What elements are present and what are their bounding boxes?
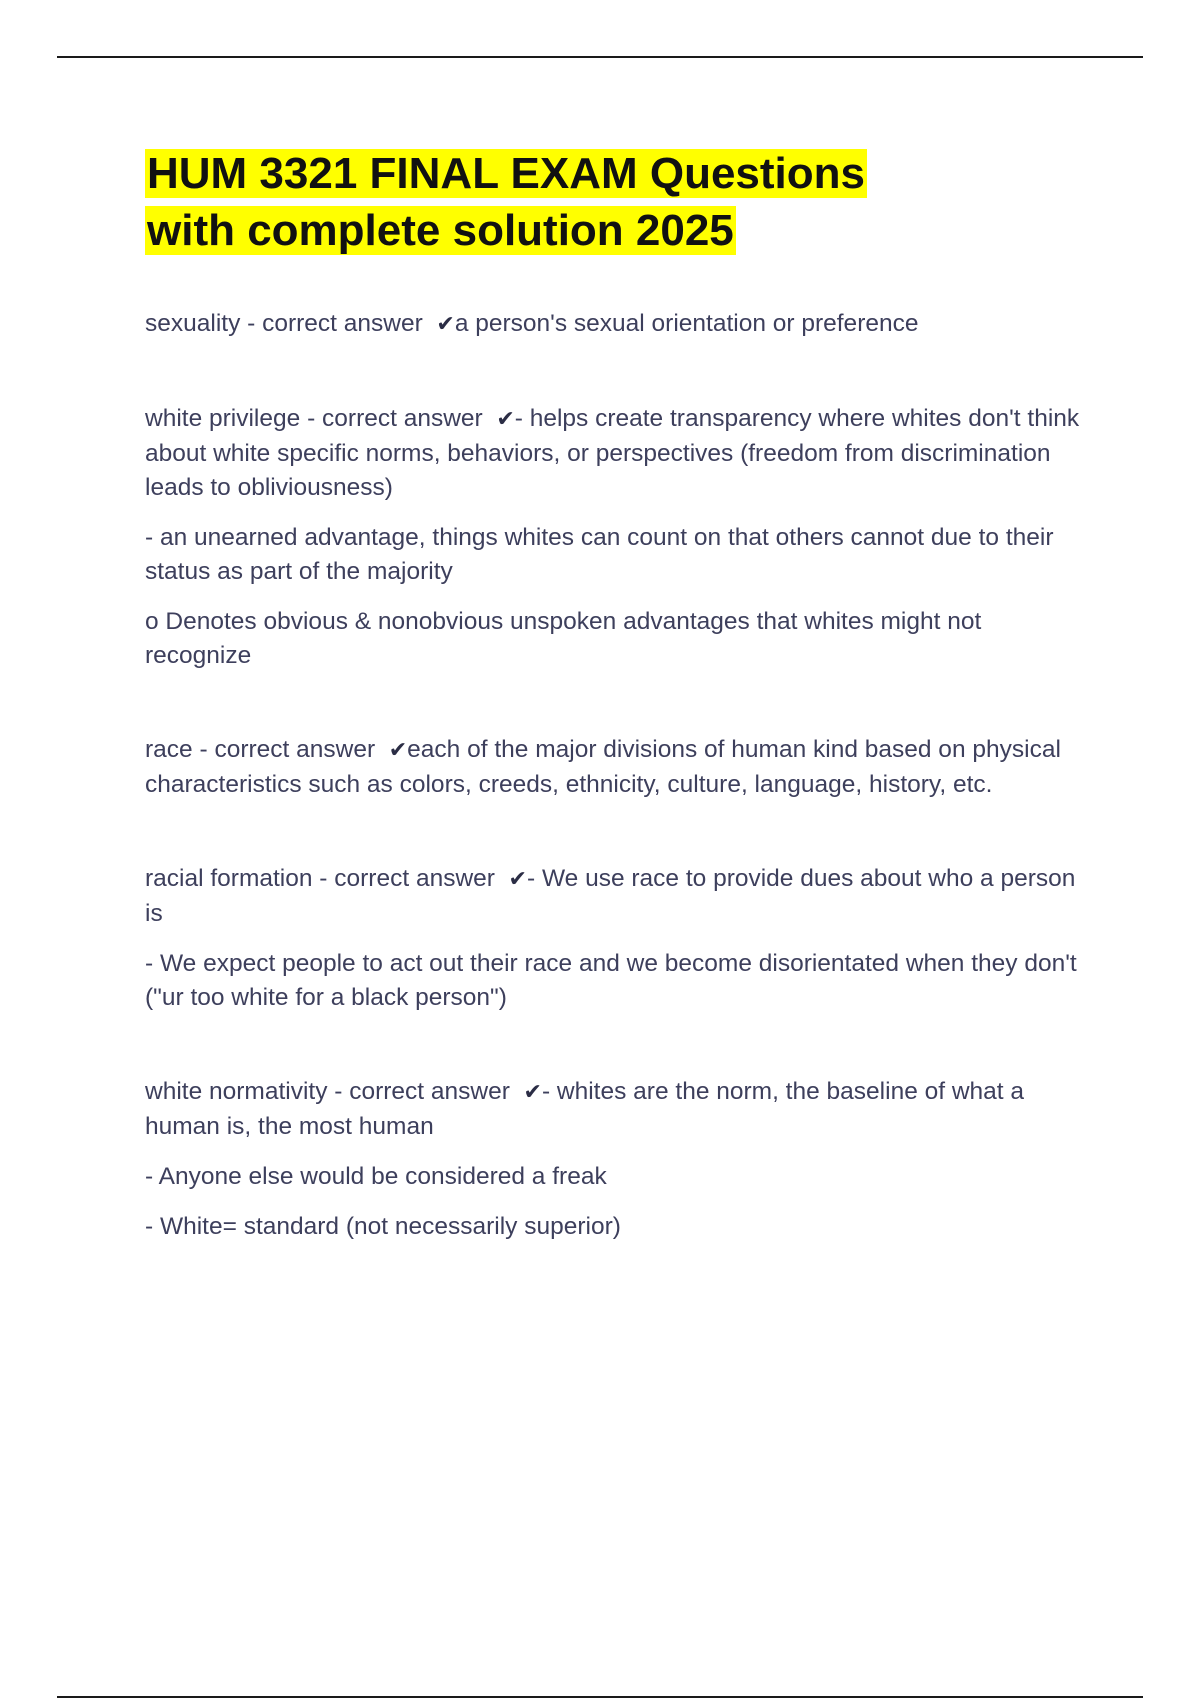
qa-item: [145, 733, 1085, 802]
question-term: race: [145, 736, 193, 763]
question-term: white normativity: [145, 1078, 328, 1105]
qa-question: [145, 1075, 1085, 1144]
answer-detail: - White= standard (not necessarily superior): [145, 1213, 621, 1240]
checkmark-icon: ✔: [388, 738, 408, 763]
answer-text: a person's sexual orientation or preference: [454, 310, 919, 337]
document-title: [145, 145, 1085, 259]
answer-label: - correct answer: [334, 1078, 517, 1105]
answer-text: each of the major divisions of human kind based on physical characteristics such as colors, creeds, ethnicity, culture, language, history, etc.: [145, 736, 1061, 798]
answer-detail: - an unearned advantage, things whites can count on that others cannot due to their status as part of the majority: [145, 524, 1054, 585]
answer-detail: o Denotes obvious & nonobvious unspoken advantages that whites might not recognize: [145, 608, 982, 669]
qa-question: [145, 733, 1085, 802]
answer-detail: - Anyone else would be considered a freak: [145, 1163, 607, 1190]
qa-item: [145, 307, 1085, 342]
checkmark-icon: ✔: [496, 407, 515, 432]
qa-list: [145, 307, 1085, 1244]
top-rule: [57, 56, 1143, 58]
checkmark-icon: ✔: [508, 867, 527, 892]
checkmark-icon: ✔: [523, 1080, 542, 1105]
qa-item: [145, 402, 1085, 673]
qa-item: [145, 1075, 1085, 1244]
answer-text: - helps create transparency where whites don't think about white specific norms, behaviors, or perspectives (freedom from discrimination leads to obliviousness): [145, 405, 1080, 501]
title-line-1: HUM 3321 FINAL EXAM Questions: [147, 149, 865, 198]
qa-item: [145, 862, 1085, 1015]
qa-question: [145, 862, 1085, 931]
bottom-rule: [57, 1696, 1143, 1698]
question-term: white privilege: [145, 405, 301, 432]
document-body: [145, 145, 1085, 1304]
answer-detail: - We expect people to act out their race and we become disorientated when they don't ("ur too white for a black person"): [145, 950, 1077, 1011]
answer-text: - We use race to provide dues about who a person is: [145, 865, 1076, 927]
answer-label: - correct answer: [307, 405, 490, 432]
question-term: racial formation: [145, 865, 313, 892]
question-term: sexuality: [145, 310, 241, 337]
title-line-2: with complete solution 2025: [147, 206, 734, 255]
answer-text: - whites are the norm, the baseline of what a human is, the most human: [145, 1078, 1025, 1140]
qa-question: [145, 402, 1085, 505]
checkmark-icon: ✔: [436, 312, 455, 337]
answer-label: - correct answer: [247, 310, 430, 337]
qa-question: [145, 307, 1085, 342]
answer-label: - correct answer: [199, 736, 382, 763]
answer-label: - correct answer: [319, 865, 502, 892]
